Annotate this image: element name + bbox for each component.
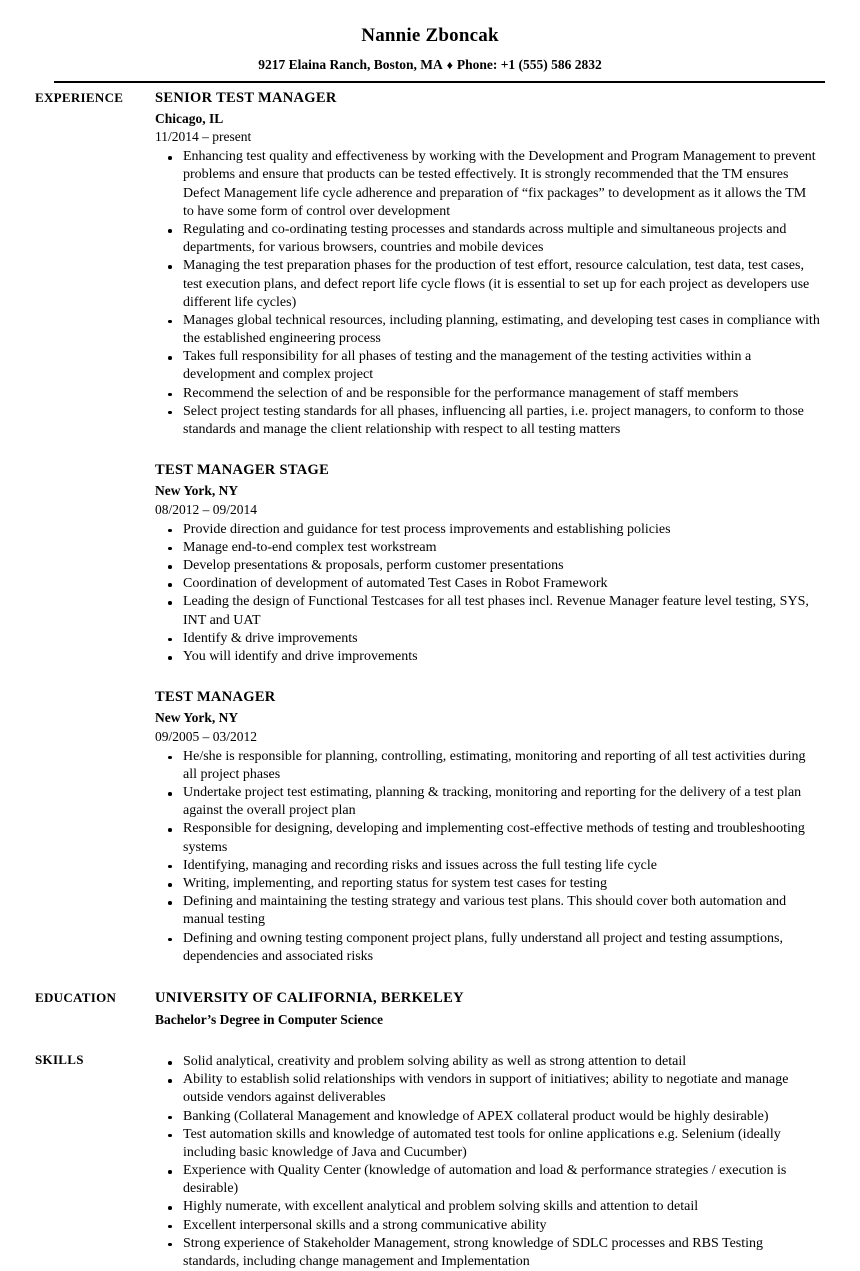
experience-entry — [155, 688, 820, 966]
section-label-experience: EXPERIENCE — [35, 89, 124, 105]
candidate-name: Nannie Zboncak — [361, 25, 499, 46]
education-degree: Bachelor’s Degree in Computer Science — [155, 1011, 383, 1027]
skills-list — [155, 1051, 860, 1271]
education-school: UNIVERSITY OF CALIFORNIA, BERKELEY — [155, 989, 464, 1006]
section-label-skills: SKILLS — [35, 1051, 84, 1067]
job-title: SENIOR TEST MANAGER — [155, 89, 337, 106]
bullet-item: Select project testing standards for all phases, influencing all parties, i.e. project managers, to conform to those standards and manage the client relationship with respect to all testing matters — [155, 403, 820, 439]
bullet-item: Responsible for designing, developing and implementing cost-effective methods of testing and troubleshooting systems — [155, 820, 820, 856]
job-location: New York, NY — [155, 710, 239, 726]
bullet-item: Regulating and co-ordinating testing processes and standards across multiple and simultaneous projects and departments, for various browsers, countries and mobile devices — [155, 221, 820, 257]
experience-entry — [155, 89, 820, 439]
diamond-separator-icon: ♦ — [446, 57, 453, 72]
resume-header — [0, 0, 860, 83]
bullet-item: Recommend the selection of and be responsible for the performance management of staff members — [155, 385, 820, 403]
job-bullet-list — [155, 748, 820, 966]
bullet-item: Test automation skills and knowledge of automated test tools for online applications e.g. Selenium (ideally including basic knowledge of Java and Cucumber) — [155, 1126, 820, 1162]
job-location: New York, NY — [155, 483, 239, 499]
bullet-item: Defining and owning testing component project plans, fully understand all project and testing assumptions, dependencies and associated risks — [155, 930, 820, 966]
job-title: TEST MANAGER STAGE — [155, 462, 330, 479]
education-section — [0, 989, 860, 1029]
bullet-item: Identifying, managing and recording risks and issues across the full testing life cycle — [155, 857, 820, 875]
contact-address: 9217 Elaina Ranch, Boston, MA — [258, 56, 443, 72]
experience-list — [155, 89, 860, 966]
bullet-item: Highly numerate, with excellent analytical and problem solving skills and attention to detail — [155, 1198, 820, 1216]
job-dates: 09/2005 – 03/2012 — [155, 728, 258, 744]
bullet-item: Leading the design of Functional Testcases for all test phases incl. Revenue Manager feature level testing, SYS, INT and UAT — [155, 593, 820, 629]
bullet-item: Solid analytical, creativity and problem solving ability as well as strong attention to detail — [155, 1053, 820, 1071]
experience-section — [0, 89, 860, 966]
bullet-item: He/she is responsible for planning, controlling, estimating, monitoring and reporting of all test activities during all project phases — [155, 748, 820, 784]
bullet-item: Takes full responsibility for all phases of testing and the management of the testing activities within a development and complex project — [155, 348, 820, 384]
experience-entry — [155, 461, 820, 666]
bullet-item: Coordination of development of automated Test Cases in Robot Framework — [155, 575, 820, 593]
bullet-item: Experience with Quality Center (knowledge of automation and load & performance strategies / execution is desirable) — [155, 1162, 820, 1198]
section-label-education: EDUCATION — [35, 989, 117, 1005]
skills-bullet-list — [155, 1053, 820, 1271]
job-location: Chicago, IL — [155, 110, 224, 126]
skills-section — [0, 1051, 860, 1271]
education-list — [155, 989, 860, 1029]
bullet-item: Undertake project test estimating, planning & tracking, monitoring and reporting for the delivery of a test plan against the overall project plan — [155, 784, 820, 820]
bullet-item: Banking (Collateral Management and knowledge of APEX collateral product would be highly desirable) — [155, 1108, 820, 1126]
job-bullet-list — [155, 148, 820, 439]
bullet-item: Develop presentations & proposals, perform customer presentations — [155, 557, 820, 575]
bullet-item: Writing, implementing, and reporting status for system test cases for testing — [155, 875, 820, 893]
job-dates: 11/2014 – present — [155, 129, 252, 145]
bullet-item: Provide direction and guidance for test process improvements and establishing policies — [155, 521, 820, 539]
bullet-item: Managing the test preparation phases for the production of test effort, resource calculation, test data, test cases, test execution plans, and defect report life cycle flows (it is essential to set up for each project as developers use different life cycles) — [155, 257, 820, 312]
contact-phone: Phone: +1 (555) 586 2832 — [456, 56, 602, 72]
bullet-item: You will identify and drive improvements — [155, 648, 820, 666]
bullet-item: Enhancing test quality and effectiveness by working with the Development and Program Management to prevent problems and ensure that products can be tested effectively. It is strongly recommended that the TM ensures Defect Management life cycle adherence and preparation of “fix packages” to development as it allows the TM to have some form of control over development — [155, 148, 820, 221]
bullet-item: Manages global technical resources, including planning, estimating, and developing test cases in compliance with the established engineering process — [155, 312, 820, 348]
bullet-item: Manage end-to-end complex test workstream — [155, 539, 820, 557]
bullet-item: Excellent interpersonal skills and a strong communicative ability — [155, 1217, 820, 1235]
bullet-item: Ability to establish solid relationships with vendors in support of initiatives; ability to negotiate and manage outside vendors against deliverables — [155, 1071, 820, 1107]
bullet-item: Strong experience of Stakeholder Management, strong knowledge of SDLC processes and RBS Testing standards, including change management and Implementation — [155, 1235, 820, 1271]
bullet-item: Defining and maintaining the testing strategy and various test plans. This should cover both automation and manual testing — [155, 893, 820, 929]
bullet-item: Identify & drive improvements — [155, 630, 820, 648]
header-divider — [54, 81, 825, 83]
education-entry — [155, 989, 820, 1029]
job-bullet-list — [155, 521, 820, 667]
job-title: TEST MANAGER — [155, 689, 276, 706]
contact-line — [0, 58, 860, 73]
job-dates: 08/2012 – 09/2014 — [155, 501, 258, 517]
